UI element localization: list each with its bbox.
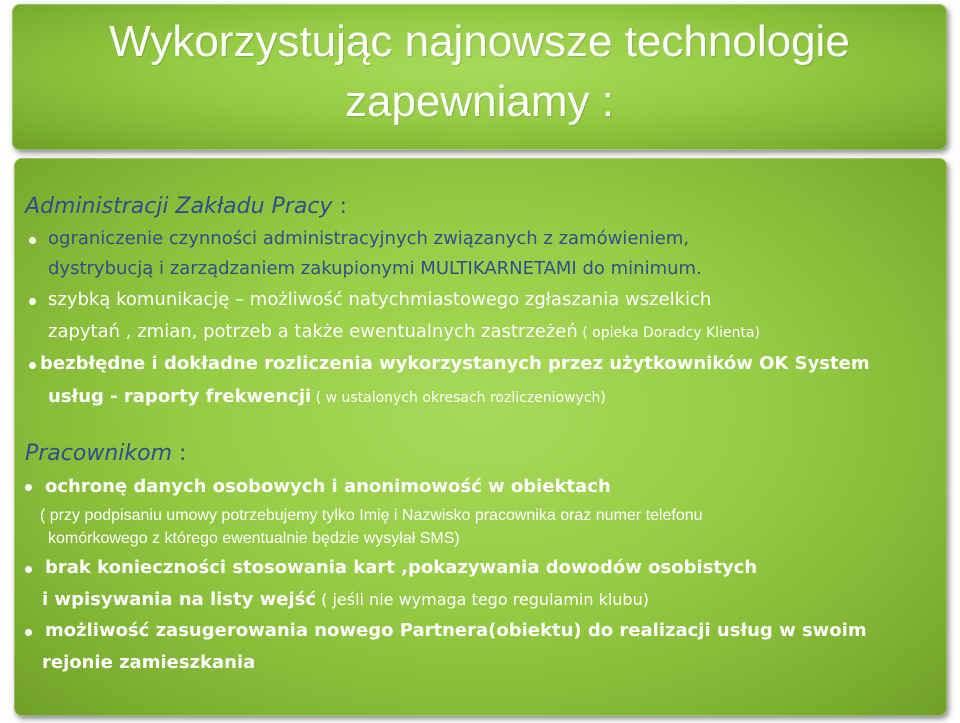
title-line-2: zapewniamy :: [344, 77, 614, 126]
s1-item1-line1: ograniczenie czynności administracyjnych związanych z zamówieniem,: [48, 228, 690, 249]
bullet-icon: [29, 298, 36, 305]
s2-item1-note2: komórkowego z którego ewentualnie będzie wysyłał SMS): [48, 530, 460, 547]
s2-item3-line2: rejonie zamieszkania: [42, 652, 256, 673]
s1-item2-line2: zapytań , zmian, potrzeb a także ewentualnych zastrzeżeń ( opieka Doradcy Klienta): [48, 321, 760, 342]
bullet-icon: [25, 566, 32, 573]
bullet-icon: [29, 237, 36, 244]
section2-heading: Pracownikom :: [25, 441, 187, 466]
bullet-icon: [25, 484, 32, 491]
s1-item2-line1: szybką komunikację – możliwość natychmiastowego zgłaszania wszelkich: [48, 289, 712, 310]
s2-item2-line2: i wpisywania na listy wejść ( jeśli nie wymaga tego regulamin klubu): [42, 589, 649, 610]
s1-item3-line2: usług - raporty frekwencji ( w ustalonych okresach rozliczeniowych): [48, 386, 606, 407]
title-line-1: Wykorzystując najnowsze technologie: [109, 17, 850, 66]
slide-title: [12, 12, 947, 132]
s1-item3-line1: bezbłędne i dokładne rozliczenia wykorzystanych przez użytkowników OK System: [40, 353, 870, 374]
title-panel: [12, 4, 947, 150]
s2-item3-line1: możliwość zasugerowania nowego Partnera(obiektu) do realizacji usług w swoim: [45, 620, 867, 641]
s2-item2-line1: brak konieczności stosowania kart ,pokazywania dowodów osobistych: [45, 557, 758, 578]
s2-item1-line1: ochronę danych osobowych i anonimowość w obiektach: [45, 476, 611, 497]
bullet-icon: [29, 362, 36, 369]
s2-item1-note1: ( przy podpisaniu umowy potrzebujemy tylko Imię i Nazwisko pracownika oraz numer telefonu: [40, 507, 703, 524]
bullet-icon: [25, 629, 32, 636]
section1-heading: Administracji Zakładu Pracy :: [25, 194, 347, 219]
s1-item1-line2: dystrybucją i zarządzaniem zakupionymi MULTIKARNETAMI do minimum.: [48, 258, 702, 279]
